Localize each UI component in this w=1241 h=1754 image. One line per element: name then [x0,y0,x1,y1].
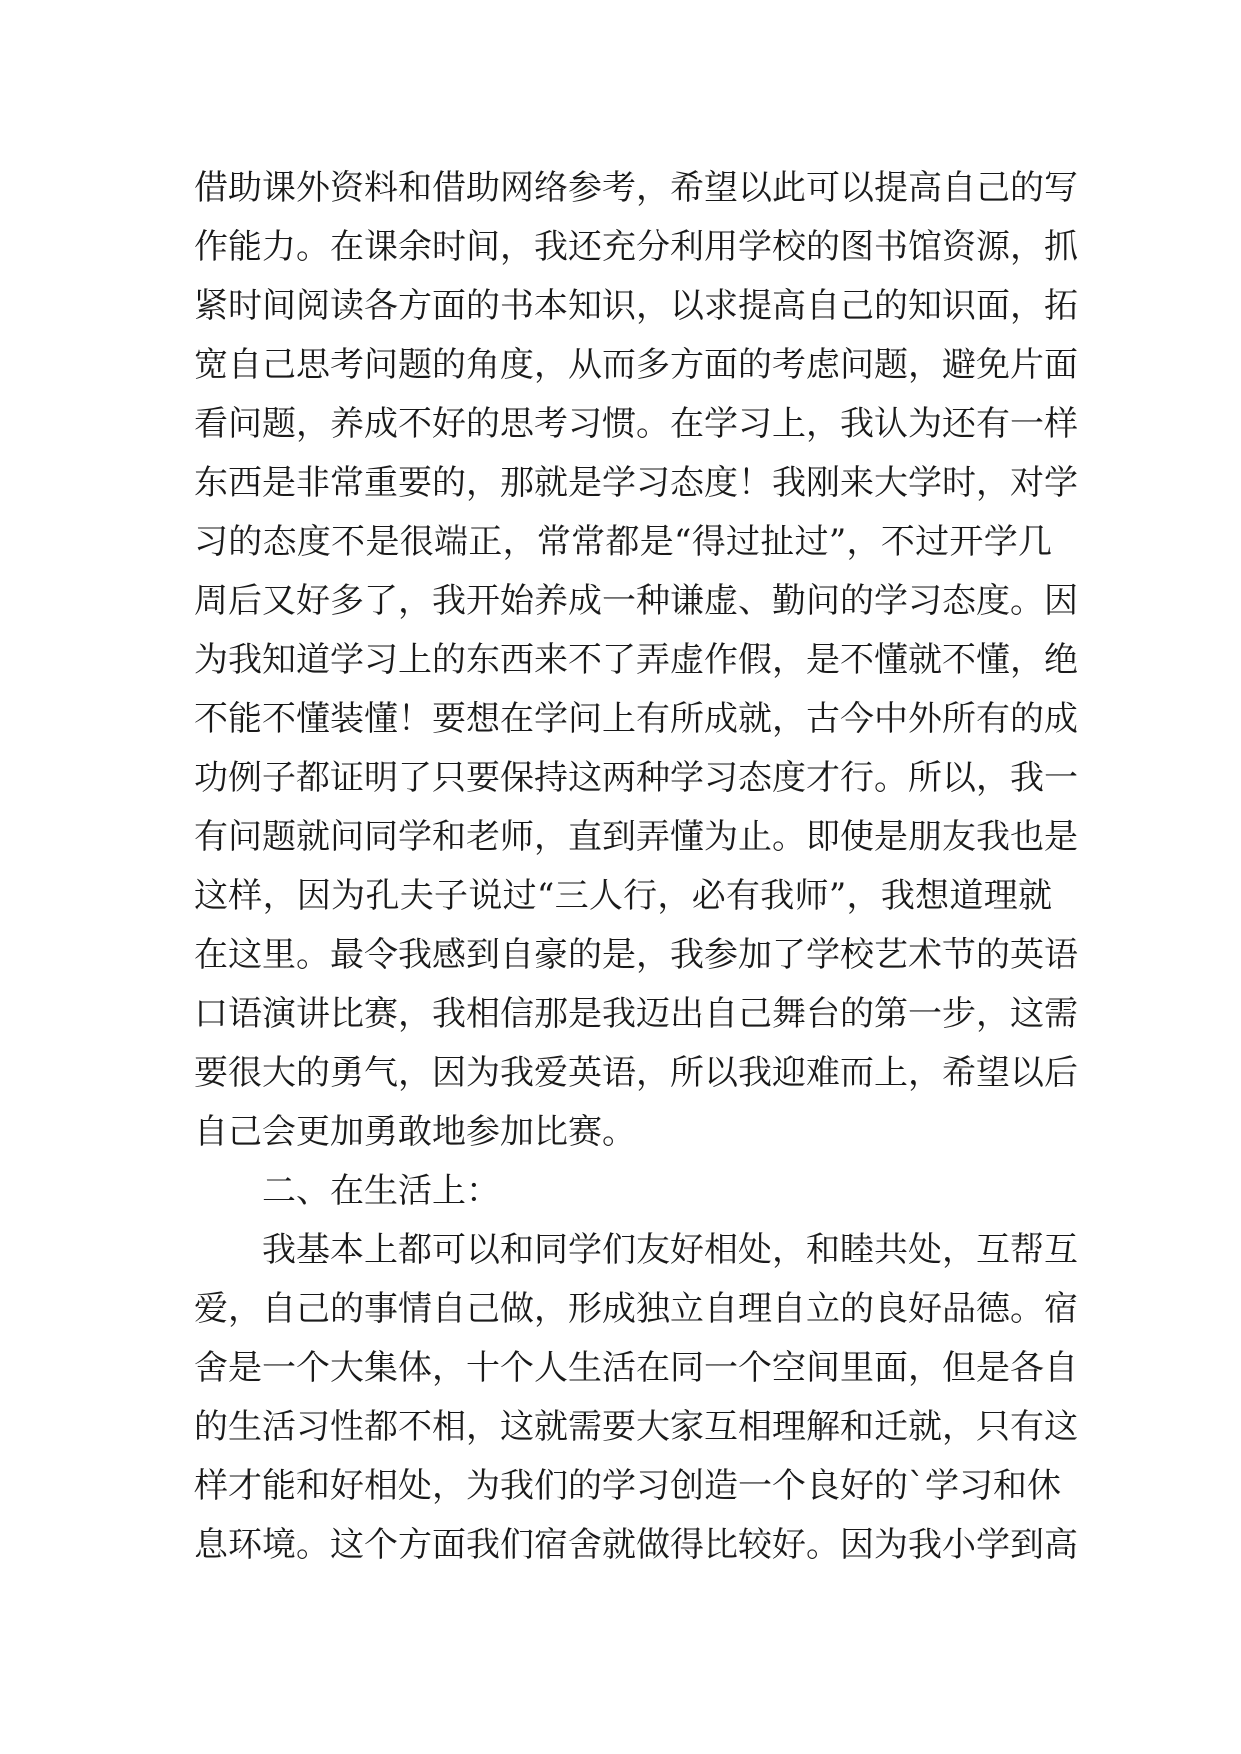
paragraph-line: 的生活习性都不相，这就需要大家互相理解和迁就，只有这 [194,1407,1078,1447]
paragraph-line: 宽自己思考问题的角度，从而多方面的考虑问题，避免片面 [194,345,1078,385]
paragraph-line: 样才能和好相处，为我们的学习创造一个良好的`学习和休 [194,1466,1061,1506]
paragraph-line: 舍是一个大集体，十个人生活在同一个空间里面，但是各自 [194,1348,1078,1388]
paragraph-line: 爱，自己的事情自己做，形成独立自理自立的良好品德。宿 [194,1289,1078,1329]
paragraph-line: 口语演讲比赛，我相信那是我迈出自己舞台的第一步，这需 [194,994,1078,1034]
paragraph-line: 要很大的勇气，因为我爱英语，所以我迎难而上，希望以后 [194,1053,1078,1093]
paragraph-line: 作能力。在课余时间，我还充分利用学校的图书馆资源，抓 [194,227,1078,267]
paragraph-line: 息环境。这个方面我们宿舍就做得比较好。因为我小学到高 [194,1525,1078,1565]
paragraph-line: 借助课外资料和借助网络参考，希望以此可以提高自己的写 [194,168,1078,208]
paragraph-line: 我基本上都可以和同学们友好相处，和睦共处，互帮互 [262,1230,1078,1270]
paragraph-line: 这样，因为孔夫子说过“三人行，必有我师”，我想道理就 [194,876,1052,916]
document-body [194,159,1078,1575]
paragraph-line: 有问题就问同学和老师，直到弄懂为止。即使是朋友我也是 [194,817,1078,857]
paragraph-line: 在这里。最令我感到自豪的是，我参加了学校艺术节的英语 [194,935,1078,975]
paragraph-line: 习的态度不是很端正，常常都是“得过扯过”，不过开学几 [194,522,1052,562]
paragraph-line: 功例子都证明了只要保持这两种学习态度才行。所以，我一 [194,758,1078,798]
paragraph-line: 为我知道学习上的东西来不了弄虚作假，是不懂就不懂，绝 [194,640,1078,680]
paragraph-line: 自己会更加勇敢地参加比赛。 [194,1112,636,1152]
paragraph-line: 周后又好多了，我开始养成一种谦虚、勤问的学习态度。因 [194,581,1078,621]
section-heading: 二、在生活上： [262,1171,500,1211]
paragraph-line: 看问题，养成不好的思考习惯。在学习上，我认为还有一样 [194,404,1078,444]
paragraph-line: 紧时间阅读各方面的书本知识，以求提高自己的知识面，拓 [194,286,1078,326]
paragraph-line: 东西是非常重要的，那就是学习态度！我刚来大学时，对学 [194,463,1078,503]
paragraph-line: 不能不懂装懂！要想在学问上有所成就，古今中外所有的成 [194,699,1078,739]
